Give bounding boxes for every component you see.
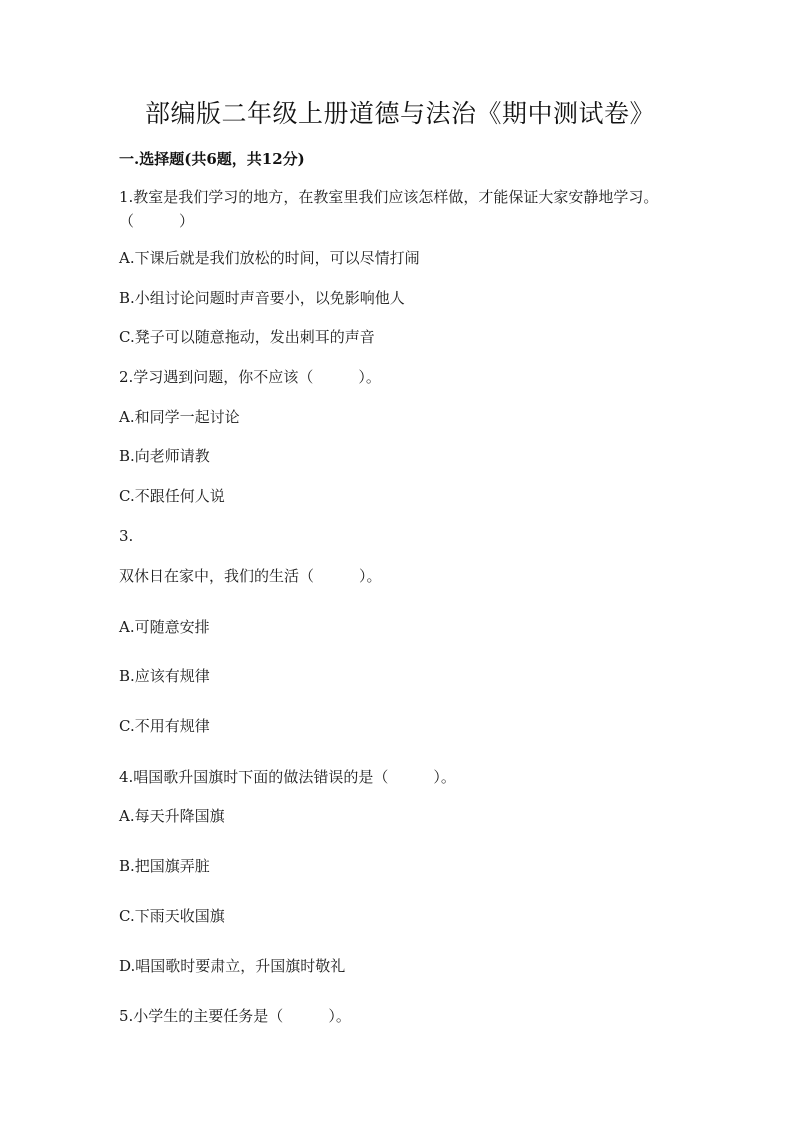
question-4-option-a: A.每天升降国旗 [119, 807, 225, 825]
question-2-stem: 2.学习遇到问题，你不应该（ ）。 [119, 368, 381, 386]
question-4-option-b: B.把国旗弄脏 [119, 857, 210, 875]
question-1-option-a: A.下课后就是我们放松的时间，可以尽情打闹 [119, 249, 420, 267]
question-4-stem: 4.唱国歌升国旗时下面的做法错误的是（ ）。 [119, 768, 456, 786]
question-1-option-c: C.凳子可以随意拖动，发出刺耳的声音 [119, 328, 375, 346]
question-3-number: 3. [119, 527, 134, 545]
question-3-stem: 双休日在家中，我们的生活（ ）。 [119, 567, 382, 585]
question-3-option-b: B.应该有规律 [119, 667, 210, 685]
question-2-option-a: A.和同学一起讨论 [119, 408, 240, 426]
question-5-stem: 5.小学生的主要任务是（ ）。 [119, 1007, 351, 1025]
section-heading: 一.选择题(共6题，共12分) [119, 150, 305, 168]
question-2-option-c: C.不跟任何人说 [119, 487, 225, 505]
question-3-option-c: C.不用有规律 [119, 717, 210, 735]
page-title: 部编版二年级上册道德与法治《期中测试卷》 [144, 99, 655, 128]
question-1-option-b: B.小组讨论问题时声音要小，以免影响他人 [119, 289, 405, 307]
question-4-option-c: C.下雨天收国旗 [119, 907, 225, 925]
question-2-option-b: B.向老师请教 [119, 447, 210, 465]
question-4-option-d: D.唱国歌时要肃立，升国旗时敬礼 [119, 957, 346, 975]
question-1-stem: 1.教室是我们学习的地方，在教室里我们应该怎样做，才能保证大家安静地学习。（ ） [119, 188, 659, 230]
question-3-option-a: A.可随意安排 [119, 618, 210, 636]
